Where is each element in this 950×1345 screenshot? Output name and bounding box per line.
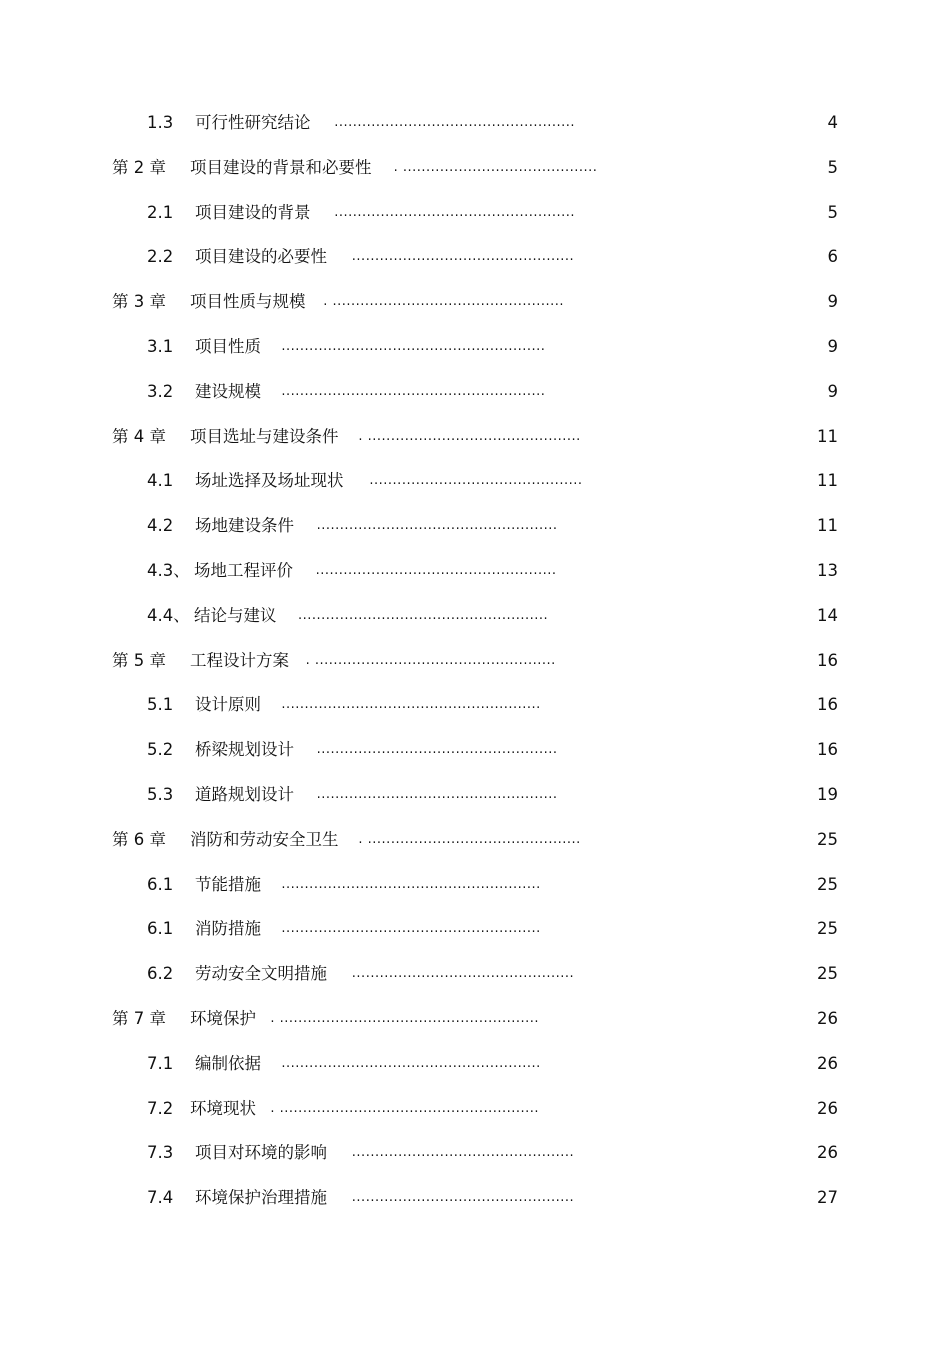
toc-entry-number: 第 4 章 [112, 426, 166, 446]
toc-entry-number: 5.1 [147, 695, 174, 715]
toc-entry-page-number: 19 [817, 785, 838, 804]
toc-entry-leader: . .................................................... [305, 652, 556, 668]
toc-entry-title: 节能措施 [195, 874, 261, 894]
toc-entry-title: 消防措施 [195, 919, 261, 939]
toc-entry-leader: .................................................... [334, 115, 576, 130]
toc-entry-page-number: 6 [827, 247, 838, 267]
toc-entry-title: 劳动安全文明措施 [195, 964, 327, 984]
toc-entry-page-number: 5 [827, 157, 838, 177]
toc-entry-number: 7.1 [147, 1053, 174, 1073]
toc-entry[interactable] [0, 827, 950, 853]
toc-entry-number: 7.3 [147, 1143, 174, 1163]
toc-entry-leader: ................................................ [351, 249, 575, 265]
toc-entry[interactable] [0, 916, 950, 942]
toc-entry[interactable] [0, 872, 950, 898]
toc-entry-title: 结论与建议 [194, 605, 277, 625]
toc-entry[interactable] [0, 1140, 950, 1166]
toc-entry-leader: .................................................... [316, 742, 558, 758]
toc-entry-number: 2.1 [147, 202, 174, 222]
toc-entry-number: 7.2 [147, 1098, 174, 1118]
toc-entry-leader: . .............................................. [358, 428, 581, 444]
toc-entry-leader: ................................................ [351, 966, 575, 982]
toc-entry-number: 3.1 [147, 337, 174, 356]
toc-entry-page-number: 11 [817, 516, 838, 536]
toc-entry-page-number: 26 [817, 1053, 838, 1073]
toc-entry-number: 6.2 [147, 964, 174, 984]
toc-entry-title: 环境保护治理措施 [195, 1188, 327, 1208]
toc-entry[interactable] [0, 1096, 950, 1122]
toc-entry-number: 2.2 [147, 247, 174, 267]
toc-entry-title: 建设规模 [195, 381, 261, 401]
toc-entry[interactable] [0, 782, 950, 808]
toc-entry-title: 场地建设条件 [195, 516, 294, 536]
toc-entry-leader: . ........................................................ [270, 1100, 540, 1116]
toc-entry[interactable] [0, 424, 950, 450]
toc-entry[interactable] [0, 334, 950, 360]
toc-entry-leader: ................................................ [351, 1145, 575, 1161]
toc-entry-title: 桥梁规划设计 [195, 740, 294, 760]
toc-entry[interactable] [0, 648, 950, 674]
toc-entry-number: 6.1 [147, 919, 174, 939]
toc-entry-title: 项目性质与规模 [190, 292, 306, 312]
toc-entry[interactable] [0, 737, 950, 763]
toc-entry-number: 7.4 [147, 1188, 174, 1208]
toc-entry-page-number: 27 [817, 1188, 838, 1208]
toc-entry-title: 道路规划设计 [195, 785, 294, 804]
toc-entry-page-number: 16 [817, 740, 838, 760]
toc-entry[interactable] [0, 155, 950, 181]
toc-entry-number: 3.2 [147, 381, 174, 401]
toc-entry-title: 项目建设的背景和必要性 [190, 157, 372, 177]
toc-entry-title: 编制依据 [195, 1053, 261, 1073]
toc-entry-page-number: 9 [827, 337, 838, 356]
toc-entry-title: 项目建设的背景 [195, 202, 311, 222]
toc-entry[interactable] [0, 244, 950, 270]
toc-entry-title: 可行性研究结论 [195, 113, 311, 132]
toc-entry-page-number: 26 [817, 1098, 838, 1118]
toc-entry-page-number: 25 [817, 919, 838, 939]
toc-entry[interactable] [0, 603, 950, 629]
toc-entry-leader: .................................................... [315, 563, 557, 578]
toc-entry-leader: ........................................................ [281, 921, 541, 937]
toc-entry-leader: ........................................................ [281, 1055, 541, 1071]
toc-entry-page-number: 9 [827, 292, 838, 312]
toc-entry[interactable] [0, 692, 950, 718]
toc-entry-page-number: 11 [817, 426, 838, 446]
toc-entry[interactable] [0, 1006, 950, 1032]
toc-entry[interactable] [0, 110, 950, 136]
toc-entry-number: 1.3 [147, 113, 174, 132]
toc-entry-leader: ........................................................ [281, 697, 541, 713]
toc-entry-number: 5.2 [147, 740, 174, 760]
toc-entry-number: 4.2 [147, 516, 174, 536]
toc-entry-page-number: 25 [817, 874, 838, 894]
toc-entry-page-number: 5 [827, 202, 838, 222]
toc-entry-title: 消防和劳动安全卫生 [190, 829, 339, 849]
toc-entry[interactable] [0, 558, 950, 584]
toc-entry-page-number: 9 [827, 381, 838, 401]
toc-entry-number: 4.3、 [147, 561, 190, 580]
toc-entry-title: 场址选择及场址现状 [195, 471, 344, 491]
toc-entry-number: 4.1 [147, 471, 174, 491]
toc-entry-leader: . .......................................... [393, 159, 598, 175]
toc-entry-leader: . .............................................. [358, 831, 581, 847]
toc-entry-page-number: 26 [817, 1143, 838, 1163]
toc-entry-title: 项目性质 [195, 337, 261, 356]
toc-entry-leader: .................................................... [334, 204, 576, 220]
toc-entry[interactable] [0, 513, 950, 539]
toc-entry[interactable] [0, 289, 950, 315]
toc-entry[interactable] [0, 1185, 950, 1211]
toc-entry-number: 6.1 [147, 874, 174, 894]
toc-entry-leader: .............................................. [369, 473, 583, 489]
toc-entry[interactable] [0, 468, 950, 494]
toc-entry-leader: ......................................................... [281, 339, 546, 354]
toc-entry-leader: . ........................................................ [270, 1011, 540, 1026]
toc-entry-leader: .................................................... [316, 518, 558, 534]
toc-entry-leader: ................................................ [351, 1190, 575, 1206]
toc-entry-title: 场地工程评价 [194, 561, 293, 580]
toc-entry-page-number: 4 [827, 113, 838, 132]
toc-entry-leader: ...................................................... [298, 607, 549, 623]
toc-entry-page-number: 11 [817, 471, 838, 491]
toc-entry-title: 设计原则 [195, 695, 261, 715]
toc-entry-title: 项目选址与建设条件 [190, 426, 339, 446]
toc-entry-number: 5.3 [147, 785, 174, 804]
toc-entry-page-number: 16 [817, 695, 838, 715]
toc-entry-page-number: 13 [817, 561, 838, 580]
toc-entry[interactable] [0, 961, 950, 987]
toc-entry-page-number: 25 [817, 964, 838, 984]
toc-entry-number: 第 3 章 [112, 292, 166, 312]
toc-entry-leader: ......................................................... [281, 383, 546, 399]
toc-entry-title: 环境保护 [190, 1009, 256, 1028]
toc-entry-leader: ........................................................ [281, 876, 541, 892]
toc-entry-title: 工程设计方案 [190, 650, 289, 670]
toc-entry-title: 环境现状 [190, 1098, 256, 1118]
toc-entry-number: 4.4、 [147, 605, 190, 625]
toc-entry-number: 第 2 章 [112, 157, 166, 177]
toc-entry-title: 项目对环境的影响 [195, 1143, 327, 1163]
toc-entry-page-number: 25 [817, 829, 838, 849]
toc-entry-number: 第 5 章 [112, 650, 166, 670]
toc-entry-page-number: 14 [817, 605, 838, 625]
toc-entry-page-number: 16 [817, 650, 838, 670]
toc-entry-leader: . .................................................. [323, 294, 565, 310]
toc-entry-page-number: 26 [817, 1009, 838, 1028]
toc-entry-leader: .................................................... [316, 787, 558, 802]
toc-entry-number: 第 7 章 [112, 1009, 166, 1028]
toc-entry[interactable] [0, 1051, 950, 1077]
toc-entry[interactable] [0, 200, 950, 226]
toc-entry-title: 项目建设的必要性 [195, 247, 327, 267]
toc-entry[interactable] [0, 379, 950, 405]
toc-entry-number: 第 6 章 [112, 829, 166, 849]
